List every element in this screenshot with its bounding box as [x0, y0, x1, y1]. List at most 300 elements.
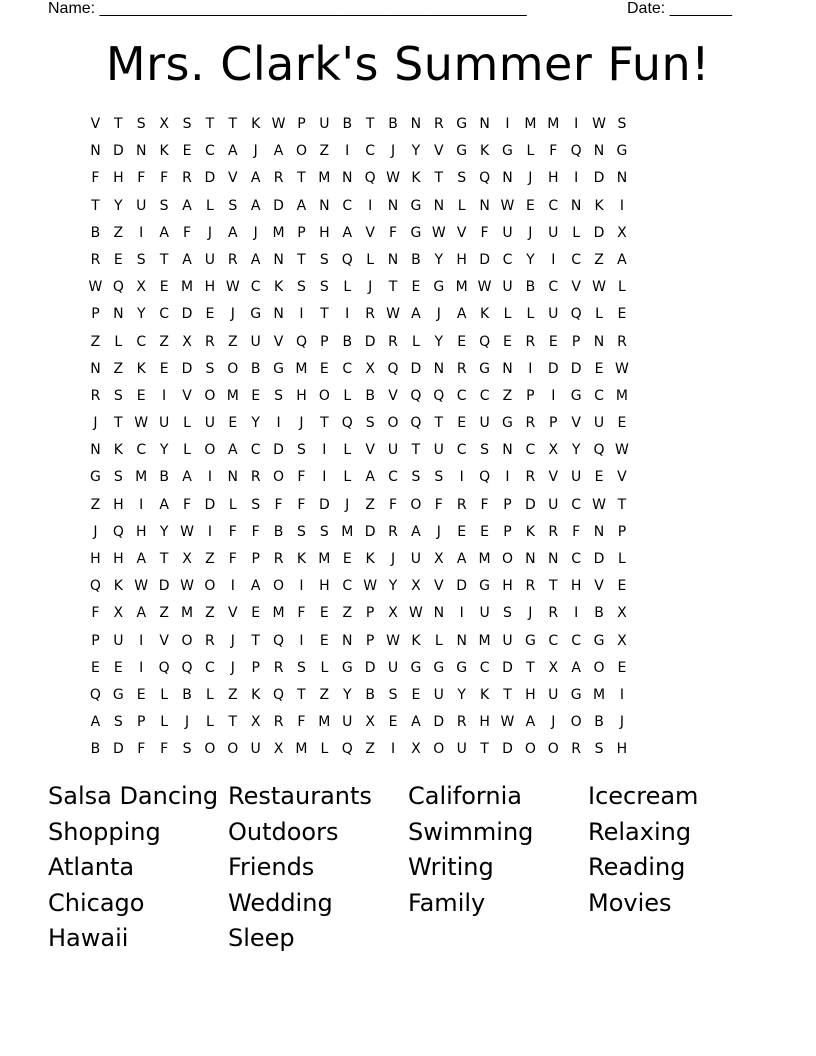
- word-bank-item: Icecream: [588, 782, 699, 810]
- grid-letter: R: [525, 415, 536, 432]
- grid-letter: G: [410, 659, 422, 676]
- grid-row: [84, 573, 734, 600]
- grid-letter: S: [434, 469, 444, 486]
- grid-letter: W: [134, 578, 149, 595]
- word-bank-item: Relaxing: [588, 817, 692, 846]
- grid-letter: S: [594, 741, 604, 758]
- grid-letter: N: [616, 170, 628, 187]
- grid-letter: B: [159, 469, 169, 486]
- grid-letter: S: [274, 387, 284, 404]
- grid-letter: E: [617, 659, 627, 676]
- grid-letter: R: [525, 578, 536, 595]
- grid-letter: R: [90, 387, 101, 404]
- grid-letter: L: [343, 279, 352, 296]
- grid-letter: F: [388, 224, 398, 241]
- grid-letter: D: [158, 578, 170, 595]
- grid-letter: J: [436, 306, 441, 323]
- grid-letter: D: [204, 496, 216, 513]
- grid-letter: U: [387, 442, 399, 459]
- grid-letter: U: [250, 333, 261, 350]
- grid-letter: Q: [479, 170, 491, 187]
- grid-letter: D: [112, 741, 124, 758]
- grid-letter: W: [386, 632, 400, 649]
- grid-letter: Z: [227, 333, 238, 350]
- grid-row: [84, 410, 734, 437]
- grid-letter: L: [526, 143, 535, 160]
- grid-letter: F: [480, 224, 489, 241]
- grid-letter: V: [90, 116, 101, 132]
- grid-letter: G: [479, 360, 491, 377]
- grid-letter: A: [228, 143, 238, 160]
- grid-letter: H: [90, 551, 101, 567]
- grid-letter: U: [204, 415, 216, 432]
- grid-letter: F: [297, 714, 306, 731]
- grid-letter: C: [571, 251, 582, 268]
- grid-letter: Z: [365, 496, 375, 513]
- grid-letter: P: [137, 714, 146, 731]
- grid-letter: S: [251, 496, 261, 513]
- grid-letter: P: [571, 333, 581, 350]
- grid-letter: L: [160, 714, 169, 731]
- grid-letter: D: [547, 360, 559, 377]
- grid-letter: E: [136, 686, 146, 703]
- grid-row: [84, 736, 734, 763]
- grid-letter: F: [228, 551, 237, 567]
- grid-letter: A: [250, 578, 261, 595]
- grid-letter: X: [617, 605, 627, 622]
- grid-letter: E: [319, 360, 329, 377]
- grid-letter: A: [159, 496, 169, 513]
- grid-letter: F: [182, 224, 192, 241]
- grid-letter: I: [162, 387, 167, 404]
- grid-letter: H: [616, 741, 628, 758]
- grid-row: [84, 600, 734, 627]
- grid-row: [84, 138, 734, 165]
- grid-letter: G: [456, 659, 468, 676]
- grid-letter: E: [411, 279, 421, 296]
- grid-letter: B: [388, 116, 398, 132]
- grid-letter: R: [388, 333, 398, 350]
- grid-letter: E: [388, 714, 398, 731]
- grid-letter: E: [205, 306, 215, 323]
- grid-letter: L: [228, 496, 237, 513]
- grid-letter: R: [273, 551, 284, 567]
- grid-letter: Q: [89, 686, 101, 703]
- grid-letter: I: [528, 360, 533, 377]
- grid-letter: R: [273, 170, 284, 187]
- grid-letter: F: [388, 496, 398, 513]
- grid-letter: B: [365, 387, 375, 404]
- grid-letter: A: [456, 306, 467, 323]
- page-title: Mrs. Clark's Summer Fun!: [105, 37, 711, 91]
- grid-row: [84, 274, 734, 301]
- grid-letter: C: [250, 442, 261, 459]
- grid-row: [84, 492, 734, 519]
- grid-letter: M: [295, 741, 308, 758]
- grid-letter: U: [479, 415, 490, 432]
- grid-letter: C: [571, 496, 582, 513]
- grid-letter: C: [342, 197, 353, 214]
- grid-letter: Z: [319, 686, 330, 703]
- grid-letter: N: [227, 469, 239, 486]
- grid-letter: W: [500, 197, 515, 214]
- grid-letter: G: [341, 659, 353, 676]
- grid-letter: Q: [158, 659, 170, 676]
- grid-letter: Y: [457, 686, 466, 703]
- grid-letter: E: [251, 387, 261, 404]
- grid-letter: C: [388, 469, 398, 486]
- grid-row: [84, 437, 734, 464]
- grid-letter: O: [295, 143, 307, 160]
- grid-letter: S: [182, 116, 192, 132]
- grid-letter: E: [159, 279, 169, 296]
- grid-letter: D: [181, 360, 193, 377]
- grid-letter: F: [572, 523, 581, 540]
- grid-letter: B: [182, 686, 192, 703]
- grid-letter: K: [594, 197, 604, 214]
- grid-letter: S: [297, 279, 306, 296]
- grid-letter: W: [386, 306, 400, 323]
- grid-letter: X: [411, 741, 421, 758]
- grid-letter: I: [322, 469, 327, 486]
- grid-letter: I: [574, 170, 579, 187]
- grid-letter: X: [617, 224, 627, 241]
- grid-letter: S: [319, 251, 329, 268]
- grid-letter: S: [297, 523, 306, 540]
- grid-letter: Q: [410, 387, 422, 404]
- grid-letter: R: [433, 116, 444, 132]
- grid-letter: P: [320, 333, 329, 350]
- grid-letter: B: [594, 714, 604, 731]
- grid-letter: D: [593, 224, 605, 241]
- grid-letter: E: [594, 469, 604, 486]
- grid-letter: Z: [227, 686, 238, 703]
- grid-letter: D: [456, 578, 468, 595]
- grid-letter: C: [479, 659, 490, 676]
- grid-letter: O: [204, 442, 216, 459]
- grid-letter: E: [136, 387, 146, 404]
- grid-letter: L: [205, 197, 214, 214]
- grid-letter: F: [434, 496, 443, 513]
- grid-letter: E: [251, 605, 261, 622]
- grid-letter: R: [548, 523, 559, 540]
- grid-letter: H: [113, 551, 124, 567]
- grid-letter: Q: [364, 170, 376, 187]
- grid-letter: R: [273, 714, 284, 731]
- word-bank-item: Atlanta: [48, 853, 135, 881]
- grid-letter: F: [274, 496, 283, 513]
- grid-letter: L: [366, 251, 375, 268]
- grid-letter: H: [113, 170, 124, 187]
- grid-letter: T: [365, 116, 375, 132]
- grid-letter: O: [593, 659, 605, 676]
- grid-letter: N: [479, 116, 490, 132]
- grid-letter: O: [204, 578, 216, 595]
- grid-letter: V: [365, 442, 375, 459]
- grid-letter: K: [251, 686, 261, 703]
- grid-letter: U: [548, 496, 559, 513]
- grid-letter: M: [135, 469, 148, 486]
- grid-letter: X: [617, 632, 627, 649]
- grid-letter: D: [433, 714, 445, 731]
- grid-letter: T: [159, 551, 169, 567]
- word-bank-item: Shopping: [48, 817, 161, 846]
- grid-letter: S: [297, 659, 306, 676]
- grid-letter: Y: [571, 442, 581, 459]
- grid-letter: W: [592, 496, 606, 513]
- grid-letter: O: [570, 714, 582, 731]
- grid-letter: U: [548, 306, 559, 323]
- grid-letter: C: [342, 578, 353, 595]
- grid-letter: P: [365, 632, 375, 649]
- grid-letter: C: [571, 632, 582, 649]
- grid-letter: D: [181, 306, 193, 323]
- grid-letter: J: [528, 605, 533, 622]
- word-bank-item: Writing: [408, 853, 494, 881]
- grid-letter: M: [295, 360, 308, 377]
- grid-row: [84, 301, 734, 328]
- grid-letter: U: [502, 279, 513, 296]
- word-bank-item: Friends: [228, 853, 315, 881]
- grid-letter: T: [228, 714, 238, 731]
- grid-letter: S: [136, 116, 146, 132]
- grid-letter: E: [159, 360, 169, 377]
- grid-letter: F: [160, 741, 169, 758]
- grid-letter: A: [228, 224, 238, 241]
- grid-letter: R: [456, 360, 467, 377]
- grid-letter: L: [320, 741, 329, 758]
- grid-letter: C: [525, 442, 536, 459]
- grid-letter: D: [364, 659, 376, 676]
- grid-letter: Y: [114, 197, 123, 214]
- grid-letter: T: [617, 496, 627, 513]
- grid-letter: D: [479, 251, 490, 268]
- grid-letter: U: [548, 686, 559, 703]
- grid-letter: Y: [434, 251, 444, 268]
- grid-letter: F: [137, 741, 146, 758]
- grid-letter: T: [297, 251, 306, 268]
- grid-letter: Q: [433, 387, 445, 404]
- grid-letter: Q: [341, 415, 353, 432]
- grid-letter: I: [619, 197, 624, 214]
- grid-letter: Z: [502, 387, 513, 404]
- grid-letter: E: [617, 415, 627, 432]
- grid-letter: E: [457, 523, 467, 540]
- grid-letter: P: [503, 496, 512, 513]
- grid-letter: J: [390, 143, 396, 160]
- grid-letter: Q: [295, 333, 307, 350]
- grid-letter: Z: [90, 333, 101, 350]
- grid-letter: U: [136, 197, 147, 214]
- word-bank-item: Family: [408, 888, 486, 917]
- grid-letter: K: [296, 551, 307, 567]
- grid-letter: A: [411, 306, 421, 323]
- grid-letter: G: [502, 143, 513, 160]
- grid-row: [84, 356, 734, 383]
- grid-letter: S: [457, 170, 467, 187]
- grid-letter: Q: [570, 143, 582, 160]
- grid-letter: C: [159, 306, 169, 323]
- grid-letter: M: [615, 387, 628, 404]
- grid-letter: J: [390, 551, 396, 567]
- grid-letter: A: [159, 224, 169, 241]
- grid-letter: I: [345, 306, 350, 323]
- grid-letter: Y: [411, 143, 421, 160]
- grid-letter: R: [548, 605, 559, 622]
- grid-letter: V: [365, 224, 375, 241]
- grid-letter: D: [502, 741, 513, 758]
- grid-letter: N: [90, 143, 101, 160]
- grid-letter: C: [205, 659, 215, 676]
- grid-letter: X: [273, 741, 284, 758]
- grid-letter: Q: [181, 659, 193, 676]
- grid-letter: Q: [593, 442, 605, 459]
- grid-letter: X: [434, 551, 444, 567]
- grid-letter: B: [342, 116, 353, 132]
- grid-letter: A: [90, 714, 101, 731]
- grid-letter: T: [388, 279, 398, 296]
- grid-letter: Q: [479, 469, 491, 486]
- grid-letter: Y: [251, 415, 260, 432]
- grid-letter: U: [250, 741, 261, 758]
- grid-letter: Q: [341, 251, 353, 268]
- grid-letter: B: [365, 686, 375, 703]
- grid-letter: A: [250, 251, 261, 268]
- grid-letter: V: [617, 469, 627, 486]
- grid-letter: R: [571, 741, 582, 758]
- grid-letter: Z: [205, 605, 215, 622]
- grid-letter: N: [502, 442, 513, 459]
- grid-letter: N: [319, 197, 330, 214]
- grid-letter: C: [548, 279, 559, 296]
- grid-letter: H: [547, 170, 559, 187]
- grid-letter: N: [548, 551, 559, 567]
- grid-letter: U: [387, 659, 399, 676]
- grid-letter: V: [434, 578, 444, 595]
- grid-letter: P: [503, 523, 512, 540]
- grid-letter: Y: [159, 442, 169, 459]
- grid-letter: K: [479, 143, 490, 160]
- grid-letter: N: [342, 632, 353, 649]
- grid-letter: I: [459, 469, 464, 486]
- grid-letter: N: [387, 197, 399, 214]
- grid-letter: W: [180, 578, 194, 595]
- grid-letter: O: [227, 741, 239, 758]
- grid-letter: W: [615, 442, 629, 459]
- grid-letter: W: [225, 279, 240, 296]
- grid-letter: C: [548, 632, 559, 649]
- grid-letter: D: [204, 170, 216, 187]
- grid-letter: Y: [342, 686, 352, 703]
- grid-letter: M: [272, 605, 285, 622]
- grid-letter: G: [593, 632, 605, 649]
- grid-letter: J: [230, 659, 235, 676]
- grid-letter: U: [342, 714, 353, 731]
- grid-letter: A: [456, 551, 467, 567]
- grid-row: [84, 682, 734, 709]
- grid-letter: Z: [342, 605, 353, 622]
- grid-letter: J: [345, 496, 350, 513]
- grid-letter: J: [551, 714, 556, 731]
- grid-letter: J: [253, 143, 258, 160]
- grid-letter: P: [91, 306, 100, 323]
- grid-letter: N: [502, 360, 513, 377]
- grid-letter: R: [250, 469, 261, 486]
- grid-letter: A: [525, 714, 536, 731]
- grid-letter: E: [319, 632, 329, 649]
- grid-letter: G: [570, 387, 582, 404]
- grid-row: [84, 546, 734, 573]
- grid-letter: U: [593, 415, 605, 432]
- grid-letter: S: [182, 741, 192, 758]
- grid-letter: C: [365, 143, 376, 160]
- grid-letter: W: [592, 116, 606, 132]
- grid-letter: T: [205, 116, 215, 132]
- grid-letter: A: [250, 197, 261, 214]
- grid-letter: I: [299, 578, 304, 595]
- grid-letter: X: [365, 714, 375, 731]
- grid-letter: I: [207, 469, 212, 486]
- grid-letter: X: [548, 659, 559, 676]
- grid-letter: P: [617, 523, 627, 540]
- grid-row: [84, 193, 734, 220]
- grid-letter: L: [618, 551, 626, 567]
- grid-letter: J: [230, 632, 235, 649]
- grid-letter: Q: [387, 360, 399, 377]
- grid-letter: T: [251, 632, 260, 649]
- grid-letter: C: [456, 387, 467, 404]
- grid-letter: S: [136, 251, 146, 268]
- grid-letter: I: [139, 224, 144, 241]
- grid-letter: Z: [113, 224, 124, 241]
- grid-letter: F: [228, 523, 237, 540]
- grid-letter: C: [456, 442, 467, 459]
- grid-letter: V: [594, 578, 604, 595]
- grid-letter: B: [594, 605, 604, 622]
- grid-letter: P: [251, 551, 260, 567]
- grid-letter: I: [139, 659, 144, 676]
- grid-letter: U: [319, 116, 330, 132]
- grid-letter: Q: [273, 632, 285, 649]
- grid-letter: I: [139, 632, 144, 649]
- grid-letter: L: [183, 442, 191, 459]
- grid-letter: E: [182, 143, 192, 160]
- grid-letter: V: [228, 605, 238, 622]
- grid-letter: P: [91, 632, 100, 649]
- grid-letter: J: [528, 224, 533, 241]
- grid-letter: R: [90, 251, 101, 268]
- grid-letter: Q: [570, 306, 582, 323]
- grid-letter: Q: [273, 686, 285, 703]
- grid-letter: N: [273, 251, 284, 268]
- grid-letter: Y: [526, 251, 535, 268]
- grid-letter: M: [272, 224, 285, 241]
- grid-letter: A: [342, 224, 353, 241]
- grid-letter: G: [250, 306, 262, 323]
- grid-letter: K: [365, 551, 375, 567]
- grid-letter: K: [113, 442, 123, 459]
- grid-letter: L: [434, 632, 443, 649]
- grid-letter: K: [479, 306, 490, 323]
- word-bank-item: Wedding: [228, 888, 333, 917]
- grid-letter: B: [273, 523, 284, 540]
- grid-letter: H: [525, 686, 536, 703]
- grid-letter: D: [364, 523, 376, 540]
- grid-letter: T: [320, 415, 329, 432]
- grid-letter: L: [183, 415, 191, 432]
- grid-letter: V: [548, 469, 559, 486]
- grid-letter: W: [592, 279, 606, 296]
